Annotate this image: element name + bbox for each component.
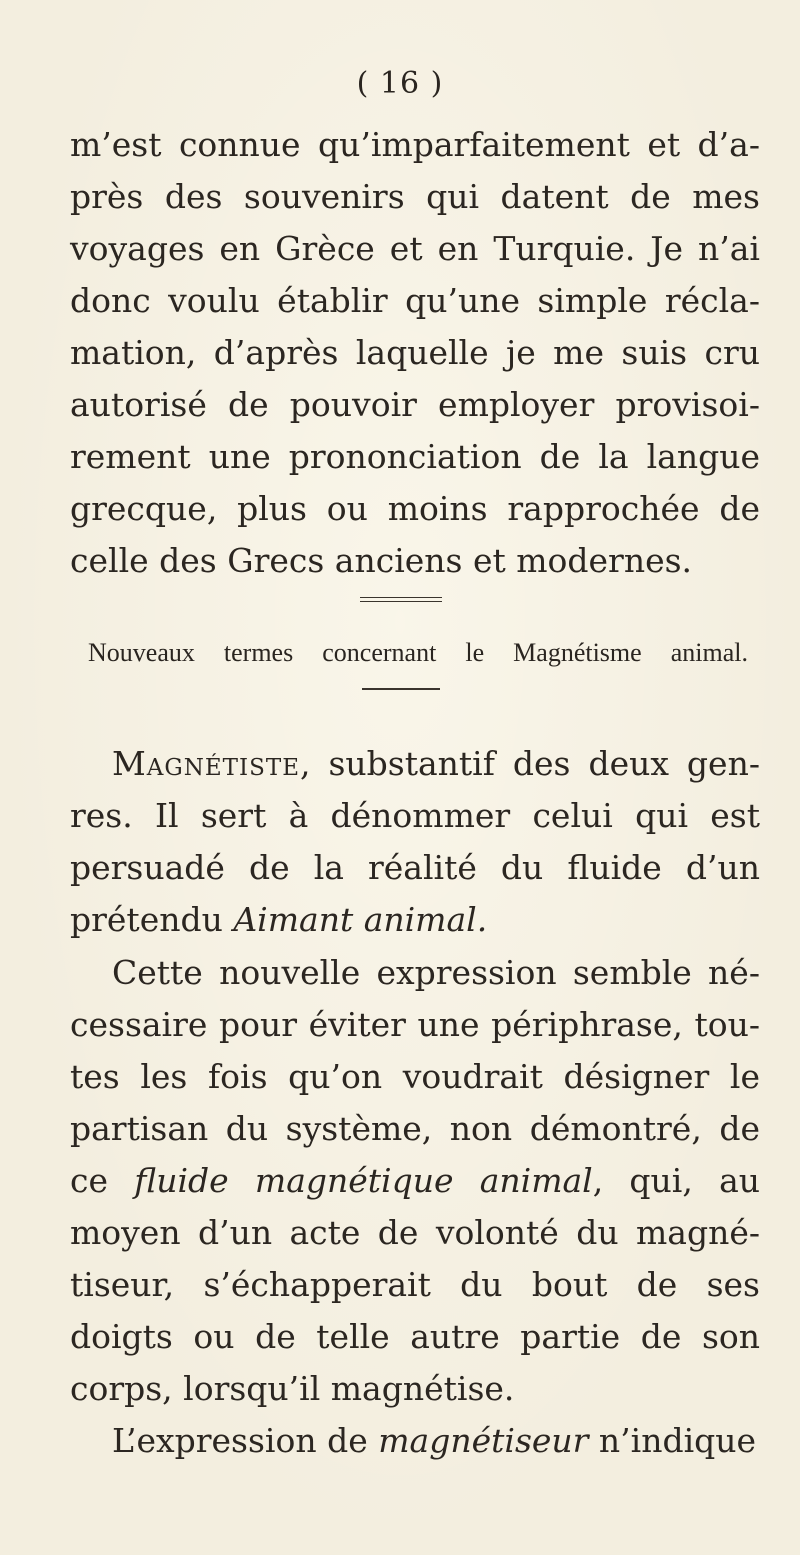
text-line-mixed [70, 1161, 760, 1201]
entry-line [70, 900, 760, 940]
text-line: tiseur, s’échapperait du bout de ses [70, 1265, 760, 1304]
page-number: ( 16 ) [356, 66, 444, 101]
text-line: corps, lorsqu’il magnétise. [70, 1369, 515, 1408]
text-line: res. Il sert à dénommer celui qui est [70, 796, 760, 835]
text-line: Cette nouvelle expression semble né- [112, 953, 760, 992]
text-line: voyages en Grèce et en Turquie. Je n’ai [70, 229, 760, 268]
text-line: grecque, plus ou moins rapprochée de [70, 489, 760, 528]
text-line: près des souvenirs qui datent de mes [70, 177, 760, 216]
text-fragment: L’expression de [112, 1421, 379, 1460]
text-line: autorisé de pouvoir employer provisoi- [70, 385, 760, 424]
rule-divider [362, 688, 440, 690]
text-line: celle des Grecs anciens et modernes. [70, 541, 693, 580]
italic-term: magnétiseur [378, 1421, 589, 1460]
text-fragment: , qui, au [592, 1161, 760, 1200]
section-title: Nouveaux termes concernant le Magnétisme animal. [88, 638, 748, 667]
italic-term: fluide magnétique animal [134, 1161, 593, 1200]
text-line: partisan du système, non démontré, de [70, 1109, 760, 1148]
text-line: donc voulu établir qu’une simple récla- [70, 281, 760, 320]
text-fragment: ce [70, 1161, 135, 1200]
text-line: cessaire pour éviter une périphrase, tou- [70, 1005, 760, 1044]
entry-text: prétendu [70, 900, 234, 939]
text-line: m’est connue qu’imparfaitement et d’a- [70, 125, 760, 164]
entry-italic-term: Aimant animal. [233, 900, 488, 939]
text-line-mixed [112, 1421, 760, 1461]
text-line: rement une prononciation de la langue [70, 437, 760, 476]
double-rule-divider [360, 597, 442, 602]
text-line: tes les fois qu’on voudrait désigner le [70, 1057, 760, 1096]
entry-text: , substantif des deux gen- [300, 744, 760, 783]
text-line: persuadé de la réalité du fluide d’un [70, 848, 760, 887]
entry-line [112, 744, 760, 784]
entry-headword: Magnétiste [112, 744, 300, 783]
text-line: mation, d’après laquelle je me suis cru [70, 333, 760, 372]
text-fragment: n’indique [588, 1421, 757, 1460]
text-line: moyen d’un acte de volonté du magné- [70, 1213, 760, 1252]
text-line: doigts ou de telle autre partie de son [70, 1317, 760, 1356]
